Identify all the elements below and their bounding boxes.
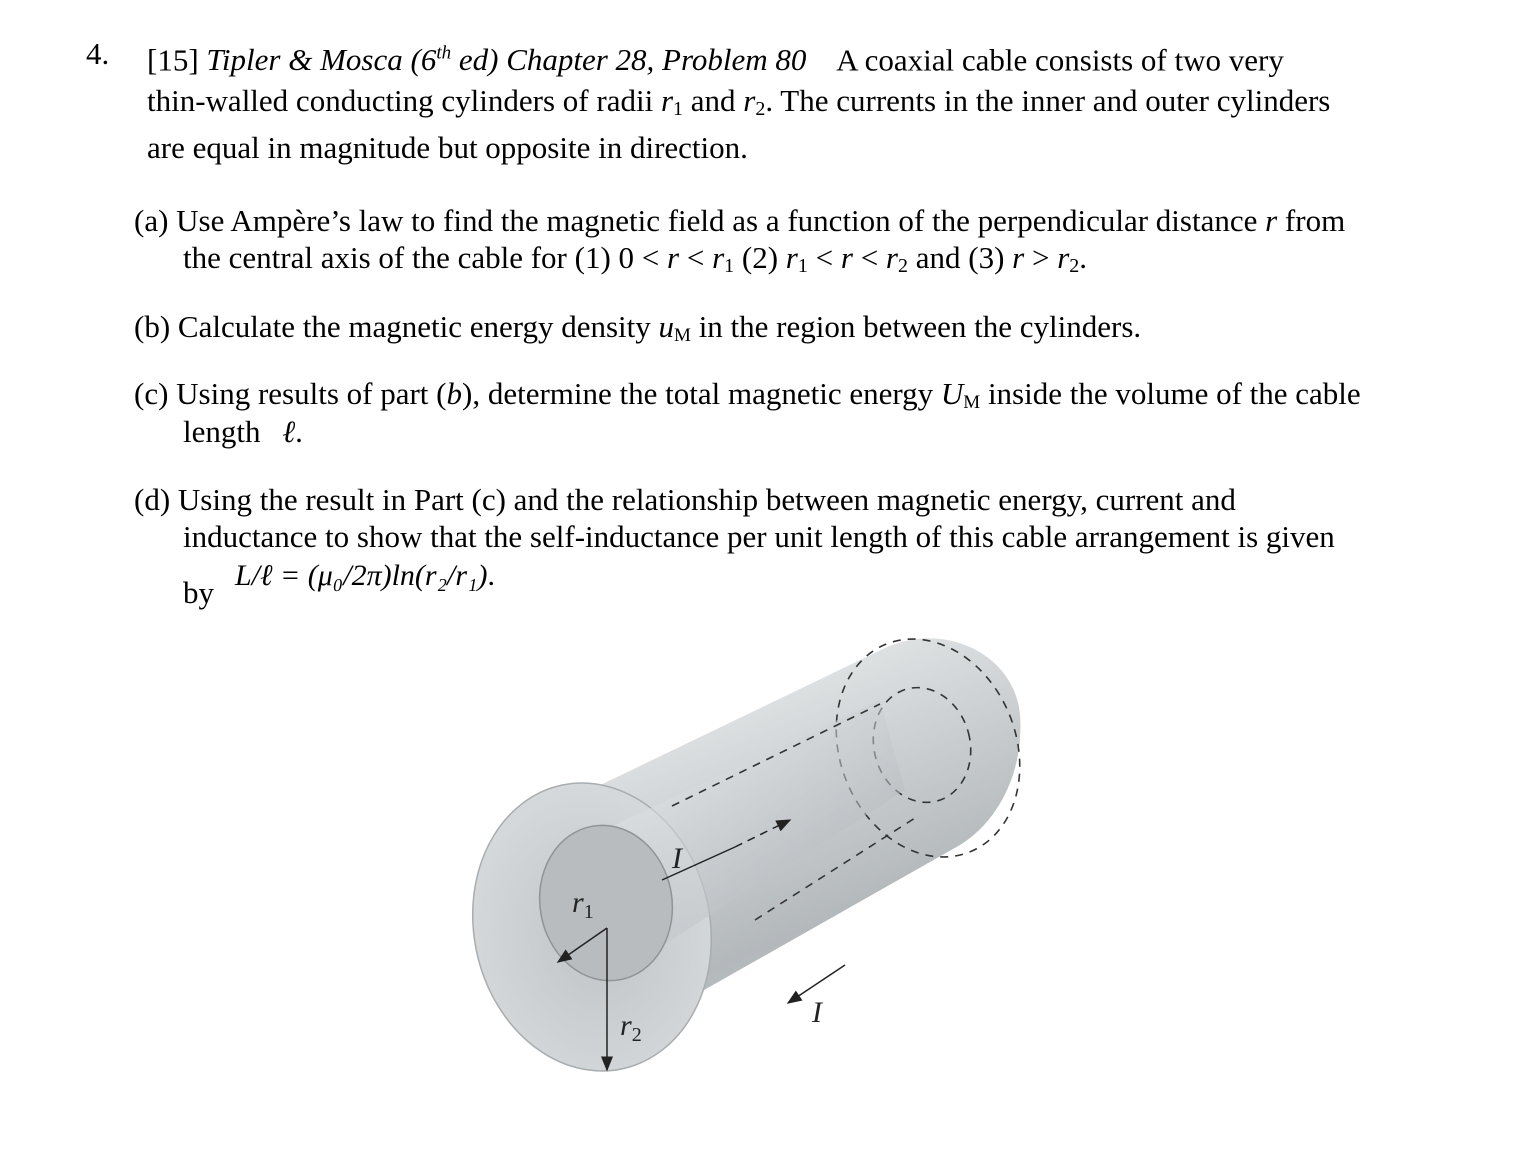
problem-number: 4. bbox=[86, 36, 110, 71]
label-r1: $r_1$ bbox=[572, 886, 594, 923]
part-d-by: by bbox=[183, 575, 214, 610]
part-b: (b) Calculate the magnetic energy density $u_M$ in the region between the cylinders. bbox=[134, 309, 1142, 346]
part-a-label: (a) bbox=[134, 203, 169, 238]
intro-line-3: are equal in magnitude but opposite in direction. bbox=[147, 130, 748, 165]
part-c-label: (c) bbox=[134, 376, 169, 411]
part-d: (d) Using the result in Part (c) and the relationship between magnetic energy, current and bbox=[134, 482, 1236, 517]
label-r2: $r_2$ bbox=[620, 1009, 642, 1046]
part-c: (c) Using results of part (b), determine the total magnetic energy $U_M$ inside the volume of the cable bbox=[134, 376, 1361, 413]
part-d-label: (d) bbox=[134, 482, 171, 517]
part-b-label: (b) bbox=[134, 309, 171, 344]
intro-line-2: thin-walled conducting cylinders of radii $r_1$ and $r_2$. The currents in the inner and outer cylinders bbox=[147, 83, 1331, 120]
part-a-line-2: the central axis of the cable for (1) $0 < r < r_1$ (2) $r_1 < r < r_2$ and (3) $r > r_2$. bbox=[183, 240, 1088, 277]
label-I-outer: I bbox=[812, 996, 822, 1029]
intro-text-1: A coaxial cable consists of two very bbox=[836, 42, 1284, 78]
part-c-line-2: length ℓ. bbox=[183, 414, 303, 449]
inductance-formula: L/ℓ = (μ₀/2π)ln(r₂/r₁). bbox=[235, 559, 495, 592]
label-I-inner: I bbox=[672, 842, 682, 875]
points: [15] bbox=[147, 42, 199, 78]
citation: Tipler & Mosca (6th ed) Chapter 28, Problem 80 bbox=[206, 42, 807, 78]
part-d-line-2: inductance to show that the self-inductance per unit length of this cable arrangement is given bbox=[183, 519, 1335, 554]
part-a: (a) Use Ampère’s law to find the magnetic field as a function of the perpendicular distance r from bbox=[134, 203, 1346, 238]
